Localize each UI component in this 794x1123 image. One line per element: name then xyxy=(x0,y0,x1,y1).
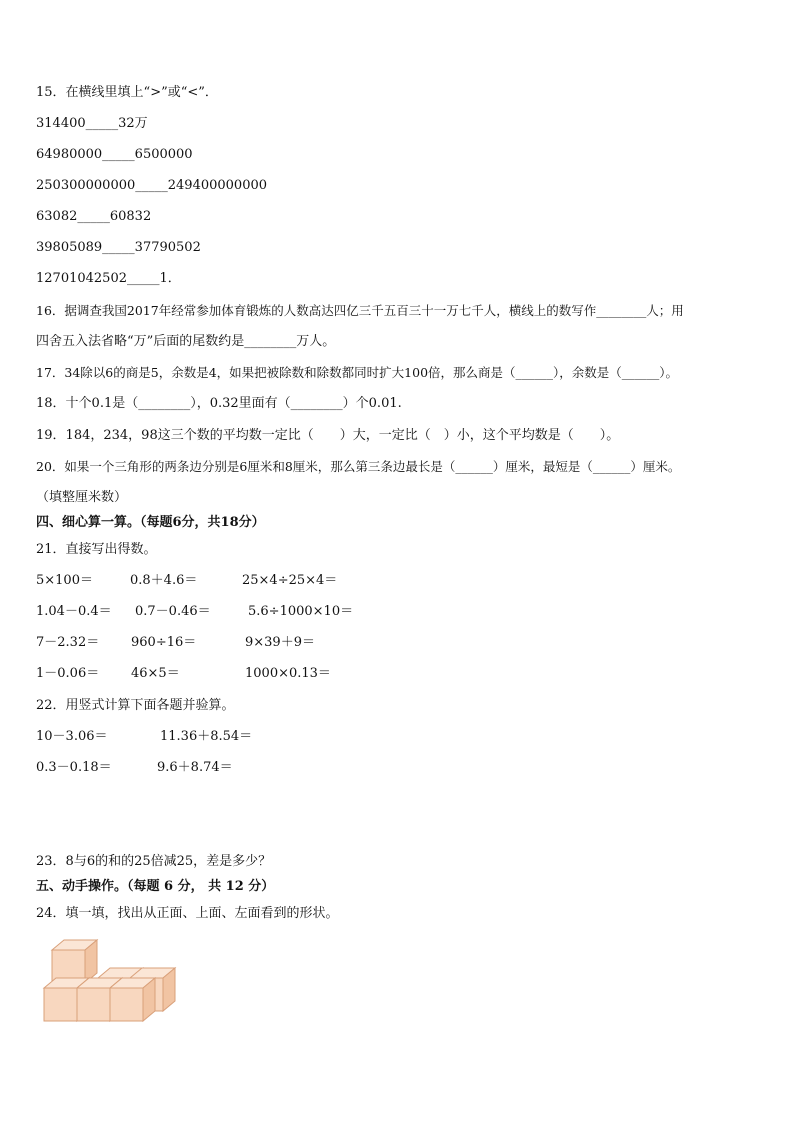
q23: 23．8与6的和的25倍减25，差是多少？ xyxy=(36,854,272,869)
q22-row-1-b: 11.36＋8.54＝ xyxy=(160,729,253,744)
q20-line-2: （填整厘米数） xyxy=(36,490,128,505)
q21-row-3-b: 960÷16＝ xyxy=(131,635,197,650)
q21-row-1-a: 5×100＝ xyxy=(36,573,93,588)
q21-row-4-a: 1－0.06＝ xyxy=(36,666,100,681)
q18: 18．十个0.1是（________），0.32里面有（________）个0.01. xyxy=(36,396,402,411)
q15-item-2: 64980000_____6500000 xyxy=(36,147,193,162)
cube-front-1-front xyxy=(44,988,77,1021)
q15-title: 15．在横线里填上“>”或“<”． xyxy=(36,85,218,100)
q15-item-6: 12701042502_____1． xyxy=(36,271,181,286)
q21-row-2-c: 5.6÷1000×10＝ xyxy=(248,604,354,619)
q15-item-5: 39805089_____37790502 xyxy=(36,240,201,255)
q22-title: 22．用竖式计算下面各题并验算。 xyxy=(36,698,235,713)
q16-line-2: 四舍五入法省略“万”后面的尾数约是________万人。 xyxy=(36,334,336,349)
q21-row-4-b: 46×5＝ xyxy=(131,666,180,681)
q24: 24．填一填，找出从正面、上面、左面看到的形状。 xyxy=(36,906,339,921)
q15-item-1: 314400_____32万 xyxy=(36,116,148,131)
q22-row-1-a: 10－3.06＝ xyxy=(36,729,108,744)
cube-front-2-front xyxy=(77,988,110,1021)
section-5-heading: 五、动手操作。（每题 6 分， 共 12 分） xyxy=(36,879,275,894)
q21-row-1-c: 25×4÷25×4＝ xyxy=(242,573,338,588)
q21-row-3-a: 7－2.32＝ xyxy=(36,635,100,650)
q22-row-2-b: 9.6＋8.74＝ xyxy=(157,760,233,775)
q20-line-1: 20．如果一个三角形的两条边分别是6厘米和8厘米，那么第三条边最长是（______）厘米，最短是（______）厘米。 xyxy=(36,459,681,474)
q21-title: 21．直接写出得数。 xyxy=(36,542,157,557)
cube-stack-figure xyxy=(40,930,180,1030)
q22-row-2-a: 0.3－0.18＝ xyxy=(36,760,112,775)
q21-row-3-c: 9×39＋9＝ xyxy=(245,635,315,650)
section-4-heading: 四、细心算一算。（每题6分，共18分） xyxy=(36,515,265,530)
q16-line-1: 16．据调查我国2017年经常参加体育锻炼的人数高达四亿三千五百三十一万七千人，横线上的数写作________人；用 xyxy=(36,303,684,318)
q21-row-1-b: 0.8＋4.6＝ xyxy=(130,573,198,588)
q15-item-3: 250300000000_____249400000000 xyxy=(36,178,268,193)
cube-front-3-front xyxy=(110,988,143,1021)
q21-row-2-b: 0.7－0.46＝ xyxy=(135,604,211,619)
q19: 19．184，234，98这三个数的平均数一定比（ ）大，一定比（ ）小，这个平均数是（ ）。 xyxy=(36,428,620,443)
q17: 17．34除以6的商是5，余数是4，如果把被除数和除数都同时扩大100倍，那么商是（______），余数是（______）。 xyxy=(36,365,679,380)
q15-item-4: 63082_____60832 xyxy=(36,209,152,224)
q21-row-4-c: 1000×0.13＝ xyxy=(245,666,331,681)
q21-row-2-a: 1.04－0.4＝ xyxy=(36,604,112,619)
